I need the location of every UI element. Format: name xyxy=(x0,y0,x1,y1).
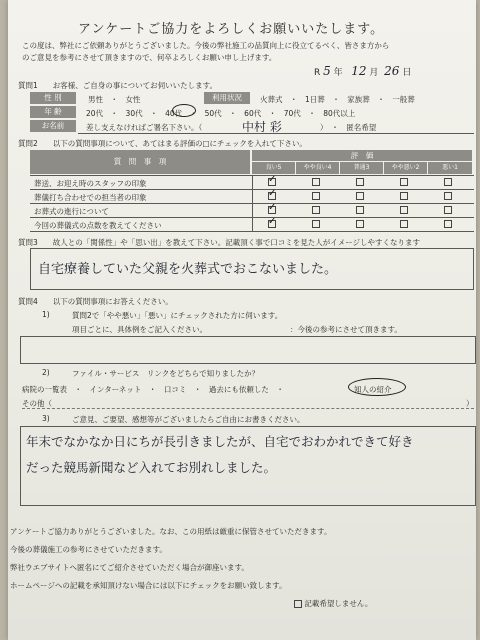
optout-checkbox[interactable] xyxy=(294,600,302,608)
cb-r1-4[interactable] xyxy=(312,178,320,186)
q4-sub3-answer-line-2: だった競馬新聞など入れてお別れしました。 xyxy=(26,460,277,475)
cb-r2-4[interactable] xyxy=(312,192,320,200)
check-mark-r1: ✓ xyxy=(268,174,277,185)
footer-line-4: ホームページへの記載を承知頂けない場合には以下にチェックをお願い致します。 xyxy=(10,581,287,590)
cb-r1-3[interactable] xyxy=(356,178,364,186)
q4-sub3-text: ご意見、ご要望、感想等がございましたらご自由にお書きください。 xyxy=(72,415,305,424)
q4-sub2-num: 2) xyxy=(42,368,50,377)
cb-r4-4[interactable] xyxy=(312,220,320,228)
scale-1: 悪い1 xyxy=(428,162,472,174)
q1-heading: 質問1 お客様、ご自身の事についてお伺いいたします。 xyxy=(18,81,218,90)
q4-sub2-circled[interactable]: 知人の紹介 xyxy=(354,385,392,394)
q4-heading: 質問4 以下の質問事項にお答えください。 xyxy=(18,297,173,306)
q4-sub1-num: 1) xyxy=(42,310,50,319)
q4-sub1-text2: 項目ごとに、具体例をご記入ください。 xyxy=(72,325,207,334)
eval-scale-row xyxy=(252,162,472,174)
q4-sub3-answer-line-1: 年末でなかなか日にちが長引きましたが、自宅でおわかれできて好き xyxy=(26,434,414,449)
cb-r1-2[interactable] xyxy=(400,178,408,186)
intro-line-1: この度は、弊社にご依頼ありがとうございました。今後の弊社施工の品質向上に役立てるべく、皆さま方から xyxy=(22,41,390,50)
page-title: アンケートご協力をよろしくお願いいたします。 xyxy=(78,22,385,37)
other-close-paren: ） xyxy=(466,399,474,408)
scale-4: やや良い4 xyxy=(296,162,339,174)
cb-r4-1[interactable] xyxy=(444,220,452,228)
footer-line-1: アンケートご協力ありがとうございました。なお、この用紙は厳重に保管させていただきます。 xyxy=(10,527,332,536)
q4-sub1-text: 質問2で「やや悪い」「悪い」にチェックされた方に伺います。 xyxy=(72,311,283,320)
scale-5: 良い5 xyxy=(252,162,295,174)
eval-table xyxy=(30,175,474,235)
q4-sub3-num: 3) xyxy=(42,414,50,423)
name-label: お名前 xyxy=(30,120,76,132)
q2-heading: 質問2 以下の質問事項について、あてはまる評価の□にチェックを入れて下さい。 xyxy=(18,139,307,148)
scale-3: 普通3 xyxy=(340,162,383,174)
age-options[interactable]: 20代 ・ 30代 ・ 40代 ・ 50代 ・ 60代 ・ 70代 ・ 80代以上 xyxy=(86,109,356,118)
service-options[interactable]: 火葬式 ・ 1日葬 ・ 家族葬 ・ 一般葬 xyxy=(260,95,415,104)
footer-line-3: 弊社ウエブサイトへ匿名にてご紹介させていただく場合が御座います。 xyxy=(10,563,249,572)
q3-answer: 自宅療養していた父親を火葬式でおこないました。 xyxy=(38,262,338,277)
service-label: 利用状況 xyxy=(204,92,250,104)
cb-r2-3[interactable] xyxy=(356,192,364,200)
date-field: R 5 年 12 月 26 日 xyxy=(314,64,412,78)
cb-r2-1[interactable] xyxy=(444,192,452,200)
q3-heading: 質問3 故人との「関係性」や「思い出」を教えて下さい。記載頂く事で口コミを見た人がイメージしやすくなります xyxy=(18,238,421,247)
check-mark-r4: ✓ xyxy=(268,216,277,227)
item-3: お葬式の進行について xyxy=(34,207,109,216)
name-close: ） ・ 匿名希望 xyxy=(320,123,377,132)
optout-row[interactable] xyxy=(294,598,372,609)
item-4: 今回の葬儀式の点数を教えてください xyxy=(34,221,162,230)
footer-line-2: 今後の葬儀施工の参考にさせていただきます。 xyxy=(10,545,167,554)
cb-r4-3[interactable] xyxy=(356,220,364,228)
signature: 中村 彩 xyxy=(242,120,282,134)
age-selected-circle xyxy=(172,104,196,117)
referral-selected-circle xyxy=(348,378,406,396)
cb-r1-1[interactable] xyxy=(444,178,452,186)
cb-r4-2[interactable] xyxy=(400,220,408,228)
age-label: 年 齢 xyxy=(30,106,76,118)
item-1: 葬送、お迎え時のスタッフの印象 xyxy=(34,179,147,188)
date-month: 12 xyxy=(351,64,367,78)
cb-r3-3[interactable] xyxy=(356,206,364,214)
q4-sub2-other[interactable]: その他（ xyxy=(22,399,52,408)
cb-r2-2[interactable] xyxy=(400,192,408,200)
scale-2: やや悪い2 xyxy=(384,162,427,174)
q4-sub2-text: ファイル・サービス リンクをどちらで知りましたか？ xyxy=(72,369,260,378)
intro-line-2: のご意見を参考にさせて頂きますので、何卒よろしくお願い申し上げます。 xyxy=(22,53,277,62)
cb-r3-2[interactable] xyxy=(400,206,408,214)
q4-sub2-options[interactable]: 病院の一覧表 ・ インターネット ・ 口コミ ・ 過去にも依頼した ・ xyxy=(22,385,284,394)
date-day: 26 xyxy=(384,64,400,78)
date-era: R xyxy=(314,68,321,78)
gender-options[interactable]: 男性 ・ 女性 xyxy=(88,95,141,104)
q4-sub1-answer-box[interactable] xyxy=(20,336,476,364)
item-2: 葬儀打ち合わせでの担当者の印象 xyxy=(34,193,147,202)
gender-label: 性 別 xyxy=(30,92,76,104)
q4-sub1-note: ：今後の参考にさせて頂きます。 xyxy=(290,325,402,334)
name-note: 差し支えなければご署名下さい。（ xyxy=(86,123,203,132)
col-question-header: 質 問 事 項 xyxy=(30,150,250,174)
check-mark-r2: ✓ xyxy=(268,188,277,199)
cb-r3-1[interactable] xyxy=(444,206,452,214)
date-year: 5 xyxy=(323,64,331,78)
optout-label: 記載希望しません。 xyxy=(304,599,373,608)
check-mark-r3: ✓ xyxy=(268,202,277,213)
survey-sheet xyxy=(8,0,476,640)
cb-r3-4[interactable] xyxy=(312,206,320,214)
col-eval-header: 評 価 xyxy=(252,150,472,161)
